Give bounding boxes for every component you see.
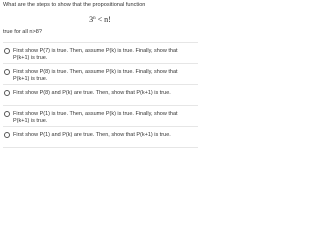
question-suffix: true for all n>8? <box>3 29 43 35</box>
question-prompt: What are the steps to show that the propositional function <box>3 2 146 8</box>
answer-option[interactable] <box>3 42 198 63</box>
answer-option-label: First show P(8) is true. Then, assume P(k) is true. Finally, show that P(k+1) is true. <box>13 69 178 82</box>
formula-exponent: n <box>93 16 96 21</box>
answer-option[interactable] <box>3 126 198 148</box>
answer-option[interactable] <box>3 84 198 105</box>
radio-button[interactable] <box>4 48 10 54</box>
answer-option-label: First show P(1) is true. Then, assume P(k) is true. Finally, show that P(k+1) is true. <box>13 111 178 124</box>
formula <box>0 15 200 24</box>
radio-button[interactable] <box>4 111 10 117</box>
radio-button[interactable] <box>4 132 10 138</box>
answer-options <box>3 42 198 148</box>
answer-option[interactable] <box>3 105 198 126</box>
answer-option[interactable] <box>3 63 198 84</box>
radio-button[interactable] <box>4 90 10 96</box>
answer-option-label: First show P(8) and P(k) are true. Then, show that P(k+1) is true. <box>13 90 171 96</box>
formula-base: 3 <box>89 15 94 24</box>
radio-button[interactable] <box>4 69 10 75</box>
answer-option-label: First show P(7) is true. Then, assume P(k) is true. Finally, show that P(k+1) is true. <box>13 48 178 61</box>
answer-option-label: First show P(1) and P(k) are true. Then, show that P(k+1) is true. <box>13 132 171 138</box>
formula-rest: < n! <box>95 15 111 24</box>
